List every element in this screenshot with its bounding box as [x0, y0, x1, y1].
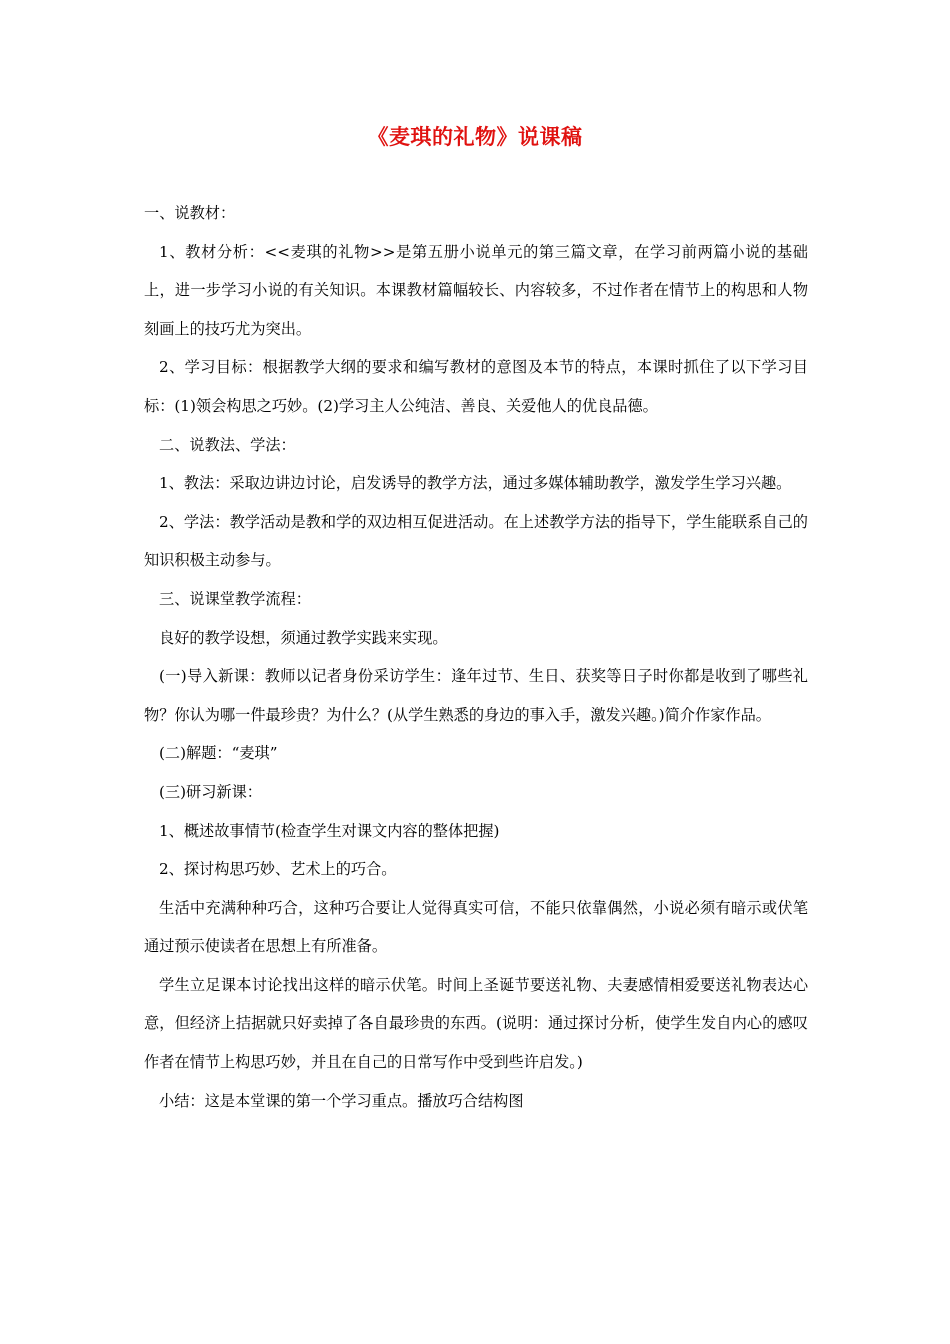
- paragraph-lesson-introduction: (一)导入新课：教师以记者身份采访学生：逢年过节、生日、获奖等日子时你都是收到了哪些礼物？你认为哪一件最珍贵？为什么？(从学生熟悉的身边的事入手，激发兴趣。)简介作家作品。: [144, 667, 808, 724]
- paragraph-learning-objectives: 2、学习目标：根据教学大纲的要求和编写教材的意图及本节的特点，本课时抓住了以下学习目标：(1)领会构思之巧妙。(2)学习主人公纯洁、善良、关爱他人的优良品德。: [144, 358, 808, 415]
- document-title: 《麦琪的礼物》说课稿: [367, 124, 583, 149]
- paragraph-plot-summary: 1、概述故事情节(检查学生对课文内容的整体把握): [159, 821, 500, 840]
- paragraph-teaching-method: 1、教法：采取边讲边讨论，启发诱导的教学方法，通过多媒体辅助教学，激发学生学习兴趣。: [159, 474, 792, 493]
- paragraph-teaching-vision: 良好的教学设想，须通过教学实践来实现。: [159, 628, 448, 647]
- section-heading-teaching-material: 一、说教材：: [144, 204, 236, 222]
- paragraph-new-lesson-study: (三)研习新课：: [159, 782, 262, 801]
- section-heading-classroom-process: 三、说课堂教学流程：: [159, 589, 311, 608]
- paragraph-material-analysis: 1、教材分析：<<麦琪的礼物>>是第五册小说单元的第三篇文章，在学习前两篇小说的基础上，进一步学习小说的有关知识。本课教材篇幅较长、内容较多，不过作者在情节上的构思和人物刻画上的技巧尤为突出。: [144, 242, 808, 338]
- paragraph-learning-method: 2、学法：教学活动是教和学的双边相互促进活动。在上述教学方法的指导下，学生能联系自己的知识积极主动参与。: [144, 512, 808, 570]
- paragraph-ingenious-structure: 2、探讨构思巧妙、艺术上的巧合。: [159, 860, 397, 879]
- paragraph-coincidence-in-life: 生活中充满种种巧合，这种巧合要让人觉得真实可信，不能只依靠偶然，小说必须有暗示或伏笔通过预示使读者在思想上有所准备。: [144, 898, 808, 956]
- paragraph-foreshadowing-discussion: 学生立足课本讨论找出这样的暗示伏笔。时间上圣诞节要送礼物、夫妻感情相爱要送礼物表达心意，但经济上拮据就只好卖掉了各自最珍贵的东西。(说明：通过探讨分析，使学生发自内心的感叹作者在情节上构思巧妙，并且在自己的日常写作中受到些许启发。): [144, 975, 808, 1072]
- document-body: [144, 194, 808, 1120]
- section-heading-teaching-methods: 二、说教法、学法：: [159, 435, 296, 454]
- paragraph-title-explanation: (二)解题：“麦琪”: [159, 744, 278, 763]
- paragraph-summary: 小结：这是本堂课的第一个学习重点。播放巧合结构图: [159, 1091, 524, 1110]
